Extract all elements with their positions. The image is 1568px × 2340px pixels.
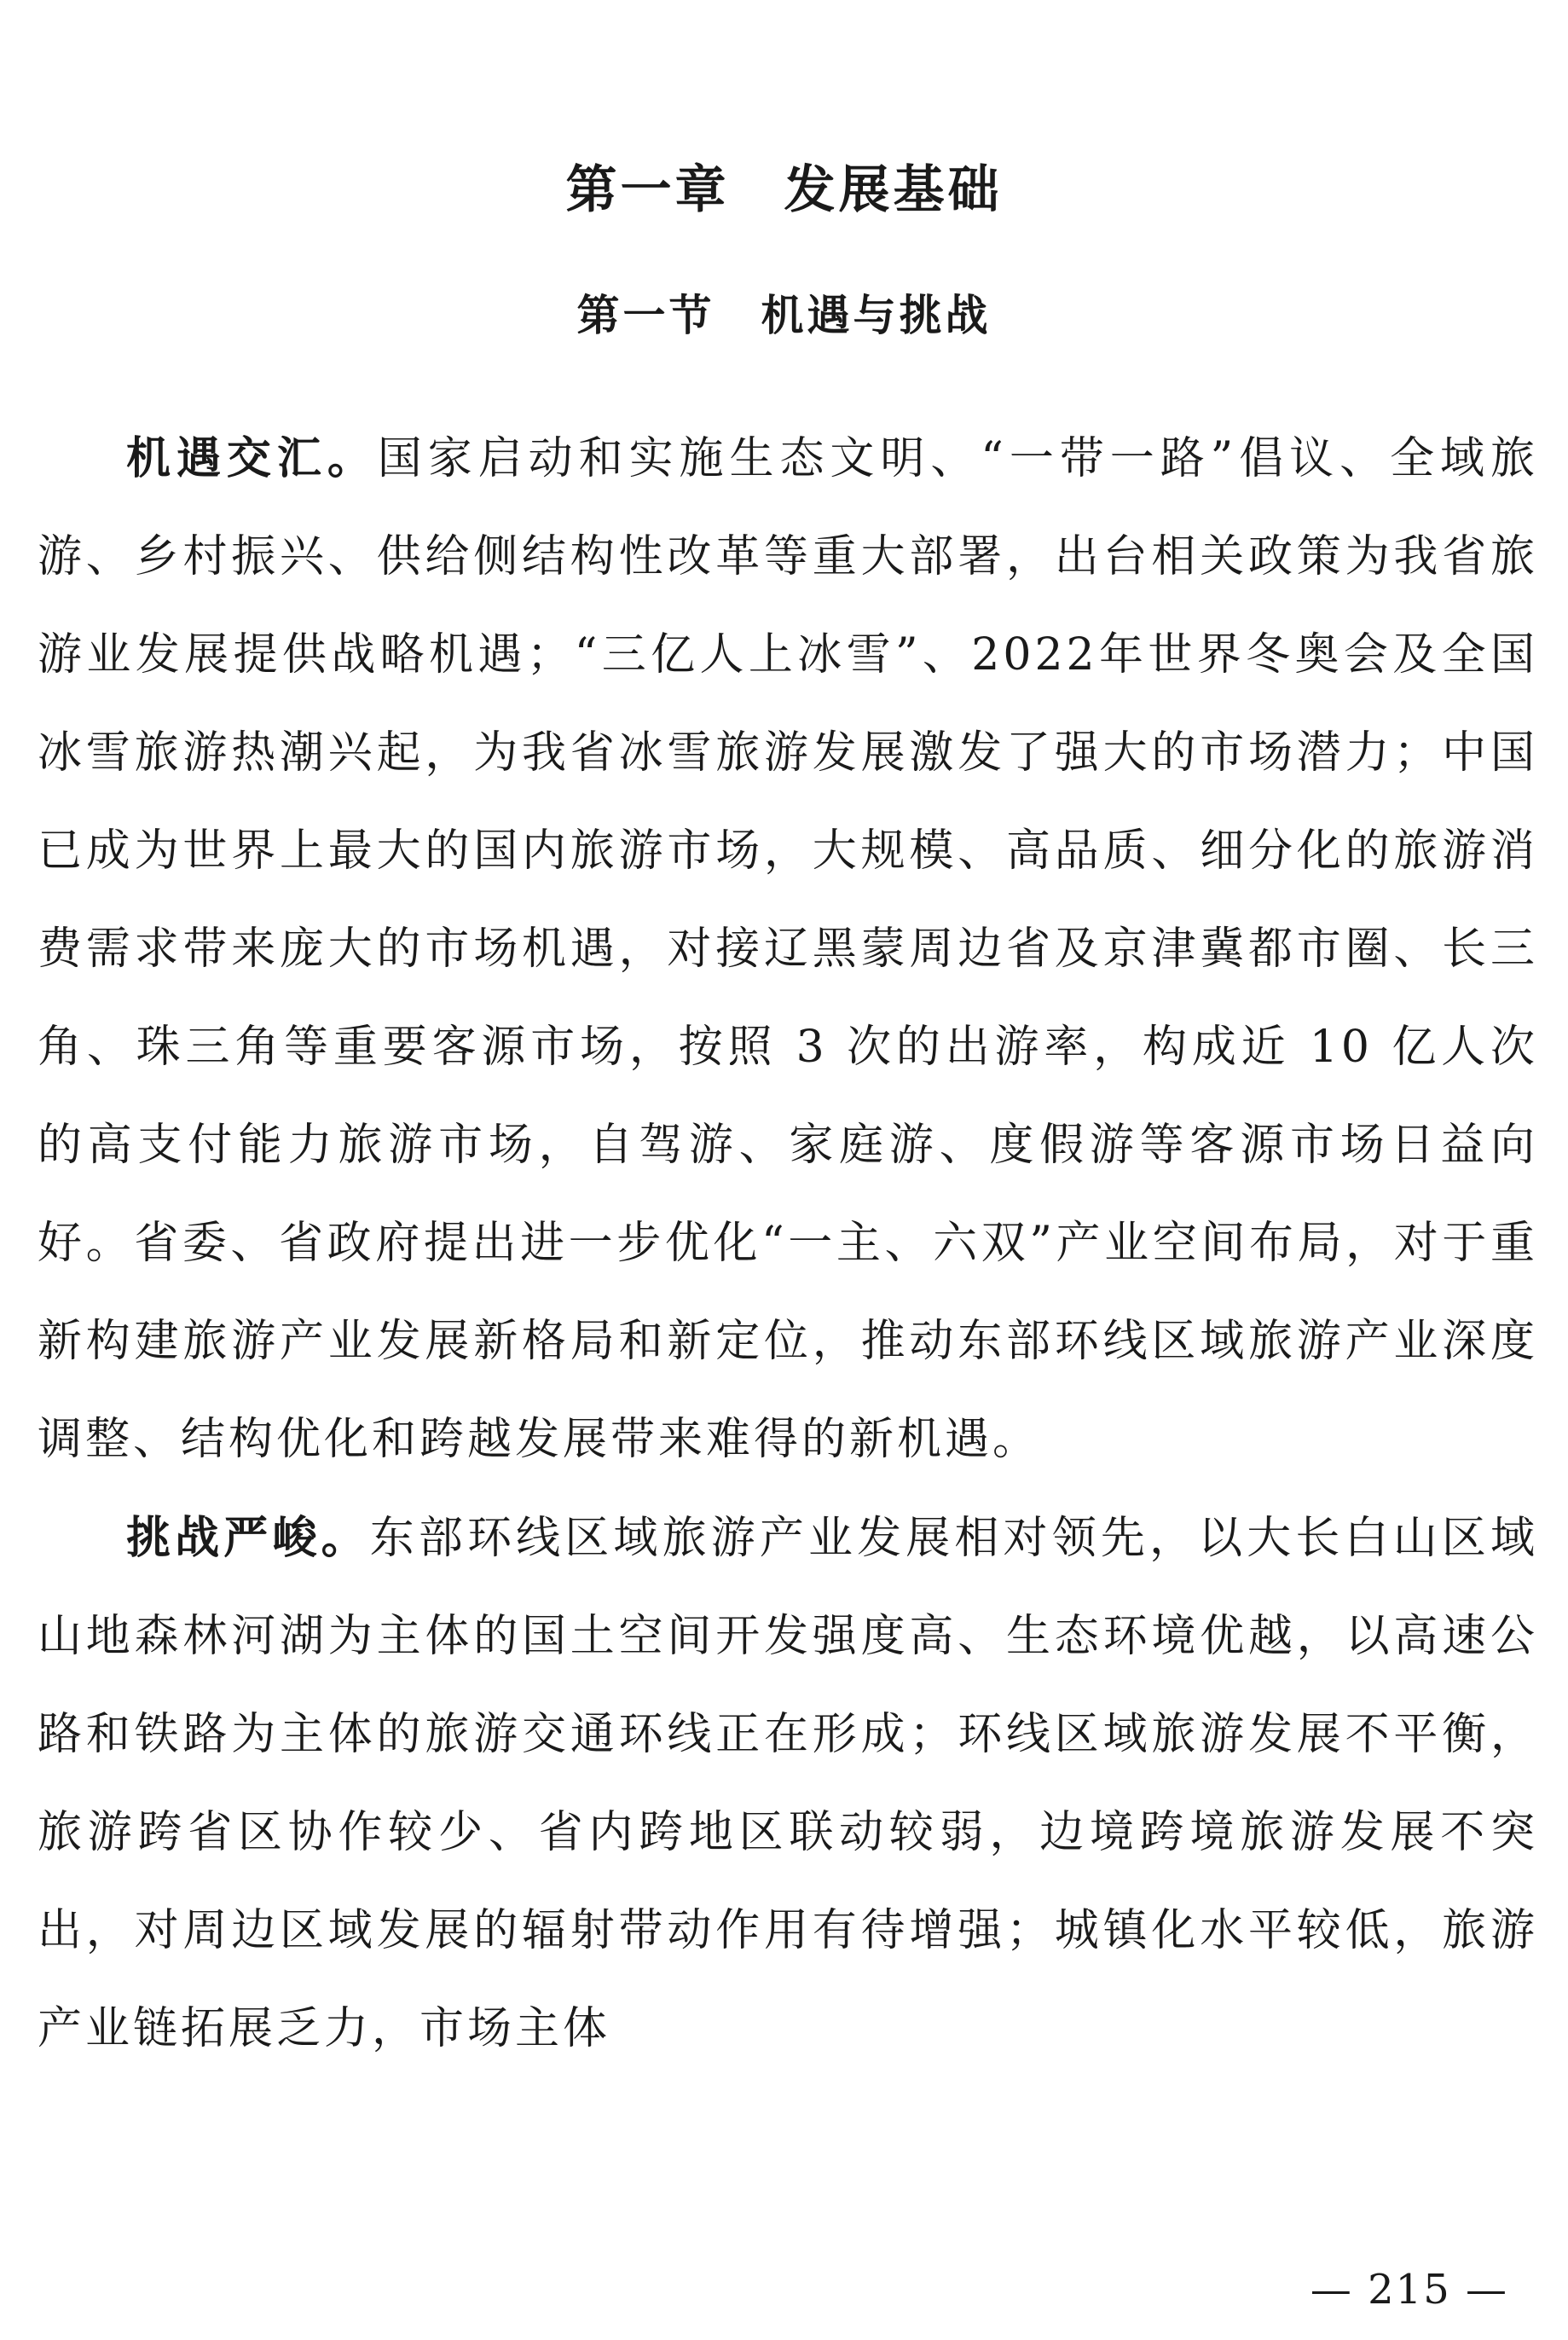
- chapter-title: 第一章 发展基础: [565, 160, 1003, 220]
- paragraph-body: 国家启动和实施生态文明、“一带一路”倡议、全域旅游、乡村振兴、供给侧结构性改革等重大部署，出台相关政策为我省旅游业发展提供战略机遇；“三亿人上冰雪”、2022年世界冬奥会及全国冰雪旅游热潮兴起，为我省冰雪旅游发展激发了强大的市场潜力；中国已成为世界上最大的国内旅游市场，大规模、高品质、细分化的旅游消费需求带来庞大的市场机遇，对接辽黑蒙周边省及京津冀都市圈、长三角、珠三角等重要客源市场，按照 3 次的出游率，构成近 10 亿人次的高支付能力旅游市场，自驾游、家庭游、度假游等客源市场日益向好。省委、省政府提出进一步优化“一主、六双”产业空间布局，对于重新构建旅游产业发展新格局和新定位，推动东部环线区域旅游产业深度调整、结构优化和跨越发展带来难得的新机遇。: [38, 433, 1538, 1465]
- page-number: — 215 —: [1310, 2266, 1508, 2314]
- paragraph-opportunities: [38, 409, 1538, 1489]
- paragraph-lead: 挑战严峻。: [126, 1512, 370, 1564]
- paragraph-challenges: [38, 1489, 1538, 2078]
- paragraph-lead: 机遇交汇。: [126, 432, 378, 484]
- section-title: 第一节 机遇与挑战: [576, 290, 992, 340]
- body-text: [38, 409, 1538, 2078]
- paragraph-body: 东部环线区域旅游产业发展相对领先，以大长白山区域山地森林河湖为主体的国土空间开发强度高、生态环境优越，以高速公路和铁路为主体的旅游交通环线正在形成；环线区域旅游发展不平衡，旅游跨省区协作较少、省内跨地区联动较弱，边境跨境旅游发展不突出，对周边区域发展的辐射带动作用有待增强；城镇化水平较低，旅游产业链拓展乏力，市场主体: [38, 1513, 1538, 2054]
